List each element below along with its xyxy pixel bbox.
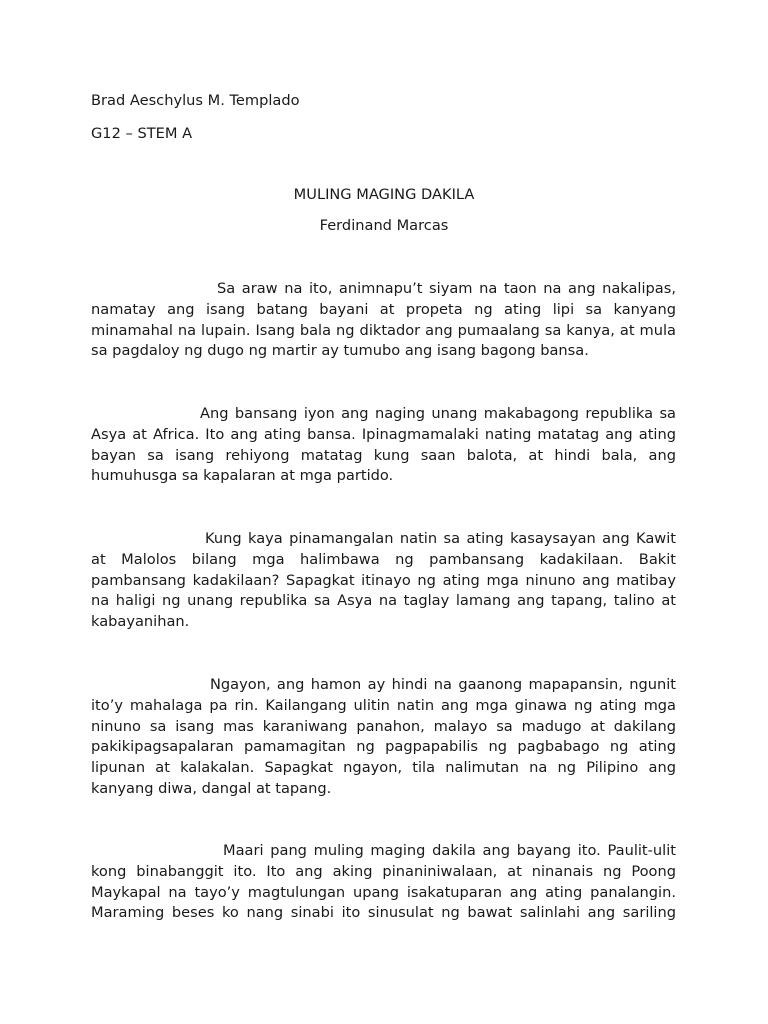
paragraph-5: Maari pang muling maging dakila ang bayang ito. Paulit-ulit kong binabanggit ito. Ito ang aking pinaniniwalaan, at ninanais ng Poong Maykapal na tayo’y magtulungan upang isakatuparan ang ating panalangin. Maraming beses ko nang sinabi ito sinusulat ng bawat salinlahi ang sariling xyxy=(91,842,676,922)
author-name: Brad Aeschylus M. Templado xyxy=(91,92,300,109)
class-section: G12 – STEM A xyxy=(91,125,193,142)
speech-title: MULING MAGING DAKILA xyxy=(293,186,475,203)
paragraph-1: Sa araw na ito, animnapu’t siyam na taon na ang nakalipas, namatay ang isang batang bayani at propeta ng ating lipi sa kanyang minamahal na lupain. Isang bala ng diktador ang pumaalang sa kanya, at mula sa pagdaloy ng dugo ng martir ay tumubo ang isang bagong bansa. xyxy=(91,280,676,360)
paragraph-4: Ngayon, ang hamon ay hindi na gaanong mapapansin, ngunit ito’y mahalaga pa rin. Kailangang ulitin natin ang mga ginawa ng ating mga ninuno sa isang mas karaniwang panahon, malayo sa madugo at dakilang pakikipagsapalaran pamamagitan ng pagpapabilis ng pagbabago ng ating lipunan at kalakalan. Sapagkat ngayon, tila nalimutan na ng Pilipino ang kanyang diwa, dangal at tapang. xyxy=(91,676,676,797)
speech-author: Ferdinand Marcas xyxy=(319,217,449,234)
paragraph-2: Ang bansang iyon ang naging unang makabagong republika sa Asya at Africa. Ito ang ating bansa. Ipinagmamalaki nating matatag ang ating bayan sa isang rehiyong matatag kung saan balota, at hindi bala, ang humuhusga sa kapalaran at mga partido. xyxy=(91,405,676,485)
paragraph-3: Kung kaya pinamangalan natin sa ating kasaysayan ang Kawit at Malolos bilang mga halimbawa ng pambansang kadakilaan. Bakit pambansang kadakilaan? Sapagkat itinayo ng ating mga ninuno ang matibay na haligi ng unang republika sa Asya na taglay lamang ang tapang, talino at kabayanihan. xyxy=(91,530,676,631)
